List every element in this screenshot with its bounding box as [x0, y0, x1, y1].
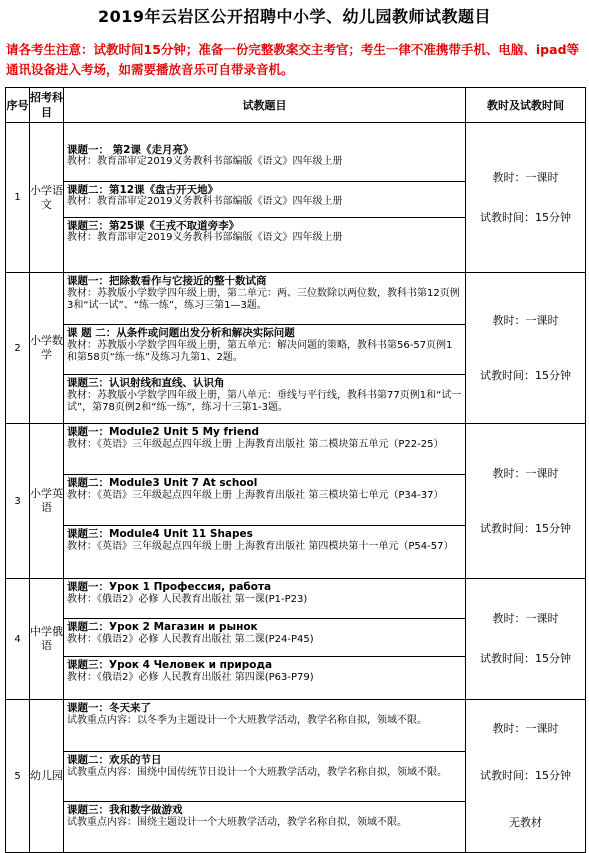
trial-duration: 试教时间：15分钟 [480, 521, 571, 535]
topic-title: 课题三：我和数字做游戏 [67, 804, 183, 816]
topic-material: 教材：苏教版小学数学四年级上册，第二单元：两、三位数除以两位数，教科书第12页例3和“试一试”、“练一练”，练习三第1—3题。 [67, 287, 460, 311]
header-subject: 招考科目 [30, 88, 64, 123]
row-num: 2 [6, 273, 30, 424]
topic-title: 课题一：Урок 1 Профессия, работа [67, 581, 272, 593]
topic-item [64, 526, 465, 578]
row-num: 5 [6, 700, 30, 853]
row-num: 1 [6, 123, 30, 273]
topic-item [64, 273, 465, 325]
no-textbook-note: 无教材 [509, 815, 542, 829]
topic-item [64, 475, 465, 526]
table-row [6, 273, 586, 424]
topic-title: 课题三：第25课《王戎不取道旁李》 [67, 219, 240, 232]
table-row [6, 123, 586, 273]
topic-title: 课 题 二：从条件或问题出发分析和解决实际问题 [67, 327, 295, 339]
topic-material: 教材：《俄语2》必修 人民教育出版社 第二课(P24-P45) [67, 633, 314, 645]
topic-material: 教材：《英语》三年级起点四年级上册 上海教育出版社 第四模块第十一单元（P54-57） [67, 540, 454, 552]
header-num: 序号 [6, 88, 30, 123]
lesson-count: 教时：一课时 [492, 170, 559, 184]
time-cell [466, 273, 586, 424]
topic-item [64, 802, 465, 852]
topic-title: 课题一： 第2课《走月亮》 [67, 143, 194, 156]
time-cell [466, 700, 586, 853]
topic-item [64, 218, 465, 254]
topic-material: 试教重点内容：围绕中国传统节日设计一个大班教学活动，教学名称自拟，领域不限。 [67, 766, 447, 778]
row-subject: 小学语文 [30, 123, 64, 273]
row-subject: 中学俄语 [30, 579, 64, 700]
trial-duration: 试教时间：15分钟 [480, 368, 571, 382]
topic-material: 试教重点内容：以冬季为主题设计一个大班教学活动，教学名称自拟，领域不限。 [67, 714, 427, 726]
header-topic: 试教题目 [64, 88, 466, 123]
header-time: 教时及试教时间 [466, 88, 586, 123]
table-row [6, 579, 586, 700]
topic-material: 教材：教育部审定2019义务教科书部编版《语文》四年级上册 [67, 196, 343, 207]
row-num: 3 [6, 424, 30, 579]
table-row [6, 700, 586, 853]
lesson-count: 教时：一课时 [492, 722, 559, 736]
topic-title: 课题一：Module2 Unit 5 My friend [67, 426, 259, 438]
topic-title: 课题三：Module4 Unit 11 Shapes [67, 528, 253, 540]
topic-title: 课题三：认识射线和直线、认识角 [67, 377, 225, 389]
topic-item [64, 752, 465, 802]
topic-item [64, 424, 465, 475]
exam-topics-table [5, 87, 586, 853]
topics-cell [64, 579, 466, 700]
trial-duration: 试教时间：15分钟 [480, 652, 571, 665]
time-cell [466, 579, 586, 700]
page-title: 2019年云岩区公开招聘中小学、幼儿园教师试教题目 [97, 7, 492, 26]
time-cell [466, 424, 586, 579]
topic-material: 试教重点内容：围绕主题设计一个大班教学活动，教学名称自拟，领域不限。 [67, 816, 407, 828]
topic-item [64, 142, 465, 182]
lesson-count: 教时：一课时 [492, 612, 559, 625]
lesson-count: 教时：一课时 [492, 466, 559, 480]
topic-title: 课题二：欢乐的节日 [67, 754, 162, 766]
topic-material: 教材：苏教版小学数学四年级上册，第五单元：解决问题的策略，教科书第56-57页例1和第58页“练一练”及练习九第1、2题。 [67, 339, 453, 363]
topic-title: 课题一：把除数看作与它接近的整十数试商 [67, 275, 267, 287]
trial-duration: 试教时间：15分钟 [480, 210, 571, 224]
table-header-row [6, 88, 586, 123]
topic-title: 课题一：冬天来了 [67, 702, 151, 714]
topic-material: 教材：《俄语2》必修 人民教育出版社 第一课(P1-P23) [67, 593, 308, 605]
row-subject: 小学数学 [30, 273, 64, 424]
topic-material: 教材：教育部审定2019义务教科书部编版《语文》四年级上册 [67, 232, 343, 243]
row-subject: 小学英语 [30, 424, 64, 579]
topic-item [64, 619, 465, 657]
table-row [6, 424, 586, 579]
row-num: 4 [6, 579, 30, 700]
topic-title: 课题二：第12课《盘古开天地》 [67, 183, 219, 196]
topic-title: 课题二：Урок 2 Магазин и рынок [67, 621, 258, 633]
topic-material: 教材：《俄语2》必修 人民教育出版社 第四课(P63-P79) [67, 671, 314, 683]
topic-item [64, 700, 465, 752]
topic-item [64, 579, 465, 619]
topic-title: 课题二：Module3 Unit 7 At school [67, 477, 258, 489]
topics-cell [64, 700, 466, 853]
topic-material: 教材：教育部审定2019义务教科书部编版《语文》四年级上册 [67, 156, 343, 167]
topic-material: 教材：《英语》三年级起点四年级上册 上海教育出版社 第三模块第七单元（P34-37） [67, 489, 444, 501]
exam-notice: 请各考生注意：试教时间15分钟；准备一份完整教案交主考官；考生一律不准携带手机、电脑、ipad等通讯设备进入考场，如需要播放音乐可自带录音机。 [6, 42, 580, 77]
trial-duration: 试教时间：15分钟 [480, 768, 571, 782]
topic-material: 教材：苏教版小学数学四年级上册，第八单元：垂线与平行线，教科书第77页例1和“试一试”，第78页例2和“练一练”，练习十三第1-3题。 [67, 389, 462, 413]
topics-cell [64, 123, 466, 273]
row-subject: 幼儿园 [30, 700, 64, 853]
topic-item [64, 182, 465, 218]
topics-cell [64, 273, 466, 424]
lesson-count: 教时：一课时 [492, 313, 559, 327]
topic-title: 课题三：Урок 4 Человек и природа [67, 659, 273, 671]
topic-item [64, 325, 465, 375]
topic-item [64, 375, 465, 423]
topic-item [64, 657, 465, 699]
topics-cell [64, 424, 466, 579]
time-cell [466, 123, 586, 273]
topic-material: 教材：《英语》三年级起点四年级上册 上海教育出版社 第二模块第五单元（P22-25） [67, 438, 444, 450]
